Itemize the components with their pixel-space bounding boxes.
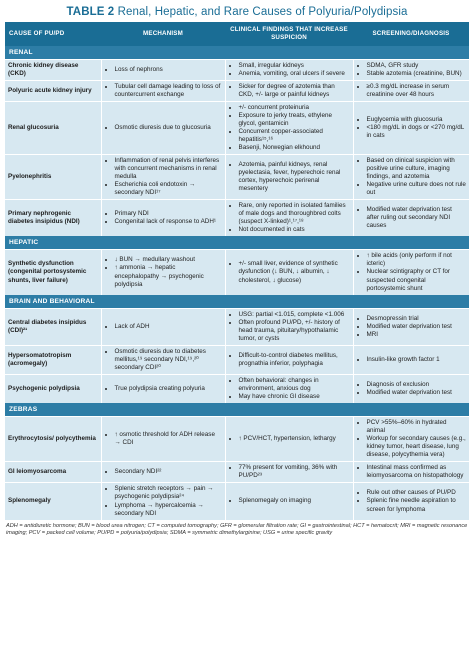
header-row xyxy=(5,22,469,46)
findings-cell xyxy=(225,250,353,295)
section-heading: RENAL xyxy=(5,46,469,60)
diagnosis-list xyxy=(357,489,467,513)
findings-cell xyxy=(225,374,353,403)
section-heading: BRAIN AND BEHAVIORAL xyxy=(5,295,469,309)
mechanism-list xyxy=(105,485,222,517)
diagnosis-item: • PCV >55%–60% in hydrated animal xyxy=(367,419,467,435)
findings-item: • Often profound PU/PD, +/- history of head trauma, pituitary/hypothalamic tumor, or cysts xyxy=(239,319,350,343)
diagnosis-cell xyxy=(353,101,469,154)
findings-cell xyxy=(225,483,353,520)
diagnosis-item: • Insulin-like growth factor 1 xyxy=(367,356,467,364)
section-heading: ZEBRAS xyxy=(5,403,469,417)
table-label: TABLE 2 xyxy=(66,6,115,18)
diagnosis-list xyxy=(357,116,467,140)
diagnosis-cell xyxy=(353,59,469,80)
diagnosis-cell xyxy=(353,345,469,374)
findings-list xyxy=(229,435,350,443)
mechanism-item: • Secondary NDI²² xyxy=(115,468,222,476)
findings-item: • Anemia, vomiting, oral ulcers if severe xyxy=(239,70,350,78)
section-row xyxy=(5,403,469,417)
table-title xyxy=(0,0,474,22)
findings-list xyxy=(229,352,350,368)
cause-cell: Synthetic dysfunction (congenital portosystemic shunts, liver failure) xyxy=(5,250,101,295)
diagnosis-item: • Desmopressin trial xyxy=(367,315,467,323)
diagnosis-item: • Stable azotemia (creatinine, BUN) xyxy=(367,70,467,78)
cause-cell: Psychogenic polydipsia xyxy=(5,374,101,403)
diagnosis-item: • Based on clinical suspicion with positive urine culture, imaging findings, and azotemia xyxy=(367,157,467,181)
findings-item: • Azotemia, painful kidneys, renal pyelectasia, fever, hyperechoic renal cortex, hyperechoic perirenal mesentery xyxy=(239,161,350,193)
findings-item: • Small, irregular kidneys xyxy=(239,62,350,70)
section-row xyxy=(5,46,469,60)
diagnosis-item: • Modified water deprivation test after ruling out secondary NDI causes xyxy=(367,206,467,230)
findings-cell xyxy=(225,345,353,374)
cause-cell: Chronic kidney disease (CKD) xyxy=(5,59,101,80)
diagnosis-item: • Diagnosis of exclusion xyxy=(367,381,467,389)
diagnosis-item: • Negative urine culture does not rule out xyxy=(367,181,467,197)
diagnosis-item: • Workup for secondary causes (e.g., kidney tumor, heart disease, lung disease, polycythemia vera) xyxy=(367,435,467,459)
findings-item: • Often behavioral: changes in environment, anxious dog xyxy=(239,377,350,393)
findings-cell xyxy=(225,308,353,345)
mechanism-item: • Splenic stretch receptors → pain → psychogenic polydipsia²⁴ xyxy=(115,485,222,501)
diagnosis-cell xyxy=(353,483,469,520)
mechanism-item: • Tubular cell damage leading to loss of countercurrent exchange xyxy=(115,83,222,99)
mechanism-item: • True polydipsia creating polyuria xyxy=(115,385,222,393)
diagnosis-item: • Modified water deprivation test xyxy=(367,389,467,397)
mechanism-list xyxy=(105,468,222,476)
findings-item: • Not documented in cats xyxy=(239,226,350,234)
mechanism-cell xyxy=(101,59,225,80)
findings-item: • Rare, only reported in isolated families of male dogs and thoroughbred colts (suspect X-linked)¹,¹⁷,¹⁸ xyxy=(239,202,350,226)
mechanism-item: • Loss of nephrons xyxy=(115,66,222,74)
findings-list xyxy=(229,260,350,284)
diagnosis-cell xyxy=(353,200,469,237)
header-diagnosis: SCREENING/DIAGNOSIS xyxy=(353,22,469,46)
diagnosis-cell xyxy=(353,462,469,483)
diagnosis-item: • ↑ bile acids (only perform if not icteric) xyxy=(367,252,467,268)
diagnosis-list xyxy=(357,83,467,99)
mechanism-item: • Osmotic diuresis due to diabetes mellitus,¹⁹ secondary NDI,¹⁹,²⁰ secondary CDI²⁰ xyxy=(115,348,222,372)
cause-cell: Central diabetes insipidus (CDI)²¹ xyxy=(5,308,101,345)
mechanism-item: • Lymphoma → hypercalcemia → secondary NDI xyxy=(115,502,222,518)
diagnosis-cell xyxy=(353,154,469,199)
findings-list xyxy=(229,161,350,193)
findings-list xyxy=(229,83,350,99)
header-cause: CAUSE OF PU/PD xyxy=(5,22,101,46)
diagnosis-item: • MRI xyxy=(367,331,467,339)
diagnosis-list xyxy=(357,381,467,397)
diagnosis-list xyxy=(357,315,467,339)
mechanism-item: • ↑ osmotic threshold for ADH release → CDI xyxy=(115,431,222,447)
findings-item: • +/- concurrent proteinuria xyxy=(239,104,350,112)
mechanism-item: • Osmotic diuresis due to glucosuria xyxy=(115,124,222,132)
mechanism-cell xyxy=(101,154,225,199)
findings-cell xyxy=(225,200,353,237)
diagnosis-cell xyxy=(353,417,469,462)
diagnosis-item: • <180 mg/dL in dogs or <270 mg/dL in cats xyxy=(367,124,467,140)
table-row xyxy=(5,59,469,80)
diagnosis-item: • Euglycemia with glucosuria xyxy=(367,116,467,124)
table-row xyxy=(5,154,469,199)
findings-cell xyxy=(225,101,353,154)
mechanism-list xyxy=(105,210,222,226)
findings-item: • Sicker for degree of azotemia than CKD, +/- large or painful kidneys xyxy=(239,83,350,99)
table-body xyxy=(5,46,469,520)
diagnosis-cell xyxy=(353,308,469,345)
findings-item: • ↑ PCV/HCT, hypertension, lethargy xyxy=(239,435,350,443)
mechanism-item: • Primary NDI xyxy=(115,210,222,218)
table-row xyxy=(5,417,469,462)
findings-cell xyxy=(225,417,353,462)
findings-list xyxy=(229,104,350,152)
diagnosis-list xyxy=(357,206,467,230)
findings-item: • USG: partial <1.015, complete <1.006 xyxy=(239,311,350,319)
diagnosis-list xyxy=(357,252,467,292)
diagnosis-list xyxy=(357,464,467,480)
cause-cell: Splenomegaly xyxy=(5,483,101,520)
mechanism-item: • Escherichia coli endotoxin → secondary NDI¹⁷ xyxy=(115,181,222,197)
header-findings: CLINICAL FINDINGS THAT INCREASE SUSPICION xyxy=(225,22,353,46)
findings-item: • Splenomegaly on imaging xyxy=(239,497,350,505)
cause-cell: Polyuric acute kidney injury xyxy=(5,80,101,101)
cause-cell: Primary nephrogenic diabetes insipidus (NDI) xyxy=(5,200,101,237)
table-row xyxy=(5,80,469,101)
mechanism-item: • Congenital lack of response to ADH¹ xyxy=(115,218,222,226)
mechanism-list xyxy=(105,385,222,393)
mechanism-cell xyxy=(101,101,225,154)
cause-cell: Pyelonephritis xyxy=(5,154,101,199)
diagnosis-item: • Splenic fine needle aspiration to screen for lymphoma xyxy=(367,497,467,513)
mechanism-cell xyxy=(101,345,225,374)
findings-list xyxy=(229,464,350,480)
mechanism-cell xyxy=(101,417,225,462)
diagnosis-item: • ≥0.3 mg/dL increase in serum creatinine over 48 hours xyxy=(367,83,467,99)
diagnosis-cell xyxy=(353,250,469,295)
table-row xyxy=(5,345,469,374)
findings-cell xyxy=(225,462,353,483)
findings-item: • +/- small liver, evidence of synthetic dysfunction (↓ BUN, ↓ albumin, ↓ cholesterol, ↓ glucose) xyxy=(239,260,350,284)
mechanism-cell xyxy=(101,80,225,101)
findings-list xyxy=(229,202,350,234)
diagnosis-list xyxy=(357,62,467,78)
findings-item: • 77% present for vomiting, 36% with PU/PD²³ xyxy=(239,464,350,480)
section-heading: HEPATIC xyxy=(5,236,469,250)
diagnosis-list xyxy=(357,157,467,197)
table-title-text: Renal, Hepatic, and Rare Causes of Polyuria/Polydipsia xyxy=(114,6,408,18)
mechanism-list xyxy=(105,431,222,447)
causes-table xyxy=(5,22,469,520)
findings-list xyxy=(229,311,350,343)
diagnosis-item: • Rule out other causes of PU/PD xyxy=(367,489,467,497)
diagnosis-item: • Nuclear scintigraphy or CT for suspected congenital portosystemic shunt xyxy=(367,268,467,292)
header-mechanism: MECHANISM xyxy=(101,22,225,46)
mechanism-cell xyxy=(101,483,225,520)
mechanism-list xyxy=(105,348,222,372)
cause-cell: Hypersomatotropism (acromegaly) xyxy=(5,345,101,374)
mechanism-item: • ↑ ammonia → hepatic encephalopathy → psychogenic polydipsia xyxy=(115,264,222,288)
findings-cell xyxy=(225,80,353,101)
cause-cell: GI leiomyosarcoma xyxy=(5,462,101,483)
table-row xyxy=(5,250,469,295)
cause-cell: Renal glucosuria xyxy=(5,101,101,154)
footnote: ADH = antidiuretic hormone; BUN = blood urea nitrogen; CT = computed tomography; GFR = glomerular filtration rate; GI = gastrointestinal; HCT = hematocrit; MRI = magnetic resonance imaging; PCV = packed cell volume; PU/PD = polyuria/polydipsia; SDMA = symmetric dimethylarginine; USG = urine specific gravity xyxy=(6,522,468,536)
findings-list xyxy=(229,62,350,78)
table-row xyxy=(5,200,469,237)
table-row xyxy=(5,483,469,520)
findings-list xyxy=(229,377,350,401)
findings-cell xyxy=(225,154,353,199)
mechanism-cell xyxy=(101,374,225,403)
mechanism-item: • Lack of ADH xyxy=(115,323,222,331)
diagnosis-cell xyxy=(353,374,469,403)
mechanism-cell xyxy=(101,308,225,345)
mechanism-cell xyxy=(101,462,225,483)
diagnosis-list xyxy=(357,419,467,459)
mechanism-list xyxy=(105,83,222,99)
mechanism-list xyxy=(105,66,222,74)
findings-cell xyxy=(225,59,353,80)
findings-list xyxy=(229,497,350,505)
diagnosis-cell xyxy=(353,80,469,101)
diagnosis-list xyxy=(357,356,467,364)
mechanism-list xyxy=(105,323,222,331)
table-row xyxy=(5,308,469,345)
mechanism-list xyxy=(105,157,222,197)
mechanism-item: • ↓ BUN → medullary washout xyxy=(115,256,222,264)
diagnosis-item: • Modified water deprivation test xyxy=(367,323,467,331)
mechanism-item: • Inflammation of renal pelvis interferes with concurrent mechanisms in renal medulla xyxy=(115,157,222,181)
section-row xyxy=(5,295,469,309)
findings-item: • Exposure to jerky treats, ethylene glycol, gentamicin xyxy=(239,112,350,128)
section-row xyxy=(5,236,469,250)
findings-item: • Difficult-to-control diabetes mellitus, prognathia inferior, polyphagia xyxy=(239,352,350,368)
findings-item: • Concurrent copper-associated hepatitis¹⁵,¹⁶ xyxy=(239,128,350,144)
mechanism-cell xyxy=(101,250,225,295)
mechanism-cell xyxy=(101,200,225,237)
findings-item: • May have chronic GI disease xyxy=(239,393,350,401)
table-row xyxy=(5,462,469,483)
table-row xyxy=(5,101,469,154)
cause-cell: Erythrocytosis/ polycythemia xyxy=(5,417,101,462)
table-row xyxy=(5,374,469,403)
diagnosis-item: • Intestinal mass confirmed as leiomyosarcoma on histopathology xyxy=(367,464,467,480)
findings-item: • Basenji, Norwegian elkhound xyxy=(239,144,350,152)
mechanism-list xyxy=(105,256,222,288)
diagnosis-item: • SDMA, GFR study xyxy=(367,62,467,70)
mechanism-list xyxy=(105,124,222,132)
